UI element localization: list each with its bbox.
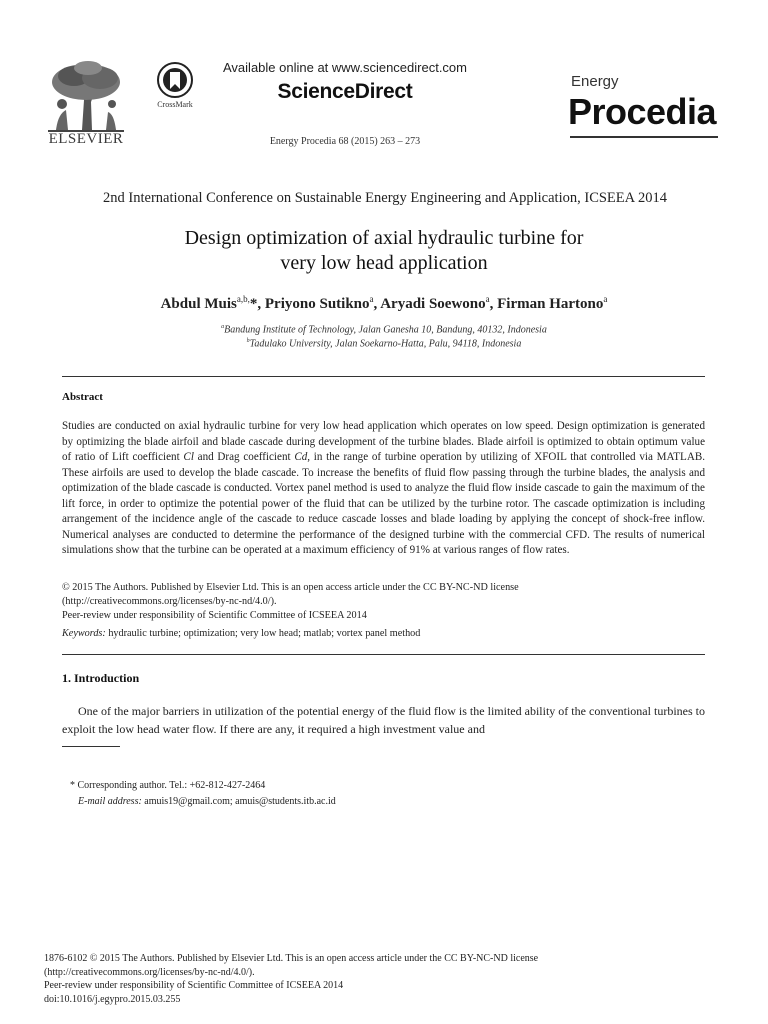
author-name: Firman Hartono <box>497 296 604 312</box>
author-affil-mark: a,b, <box>236 294 250 304</box>
keywords <box>62 628 705 639</box>
section-divider <box>62 376 705 377</box>
journal-name-line2: Procedia <box>568 91 717 132</box>
introduction-paragraph: One of the major barriers in utilization of the potential energy of the fluid flow is the limited ability of the conventional turbines to exploit the low head water flow. If there are any, it required a high investment value and <box>62 704 705 736</box>
crossmark-icon[interactable] <box>157 62 193 98</box>
abstract-heading: Abstract <box>62 391 103 403</box>
conference-name: 2nd International Conference on Sustainable Energy Engineering and Application, ICSEEA 2014 <box>103 190 667 206</box>
issn-license-block <box>44 952 704 1006</box>
author-corresponding-mark: * <box>249 296 258 312</box>
elsevier-tree-logo <box>44 60 128 132</box>
paper-title-line2: very low head application <box>280 252 488 274</box>
journal-underline <box>570 136 718 138</box>
license-link[interactable]: (http://creativecommons.org/licenses/by-nc-nd/4.0/). <box>44 966 255 978</box>
email-addresses[interactable]: amuis19@gmail.com; amuis@students.itb.ac.id <box>141 796 336 807</box>
section-heading-introduction: 1. Introduction <box>62 671 140 685</box>
peer-review-note: Peer-review under responsibility of Scientific Committee of ICSEEA 2014 <box>44 980 344 991</box>
sciencedirect-logo: ScienceDirect <box>277 80 413 103</box>
author-list: Abdul Muis$^{a,b,}$*, Priyono Sutikno$^a$, Aryadi Soewono$^a$, Firman Hartono$^a$ <box>160 294 608 312</box>
author-name: Abdul Muis <box>160 296 237 312</box>
author-name: Priyono Sutikno <box>264 296 370 312</box>
paper-title <box>80 226 688 276</box>
section-divider <box>62 654 705 655</box>
corresponding-author-note: * Corresponding author. Tel.: +62-812-427-2464 <box>70 780 266 791</box>
journal-name-line1: Energy <box>571 73 619 90</box>
author-name: Aryadi Soewono <box>380 296 486 312</box>
keywords-list: hydraulic turbine; optimization; very low head; matlab; vortex panel method <box>105 628 421 639</box>
abstract-text: Studies are conducted on axial hydraulic turbine for very low head application which operates on low speed. Design optimization is generated by optimizing the blade airfoil and blade cascade during development of the turbine blades. Blade airfoil is optimized to obtain optimum value of ratio of Lift coefficient Cl and Drag coefficient Cd, in the range of turbine operation by utilizing of XFOIL that controlled via MATLAB. These airfoils are used to develop the blade cascade. To increase the benefits of fluid flow passing through the turbine blades, the analysis and optimization of the blade cascade is conducted. Vortex panel method is used to analyze the fluid flow inside cascade to gain the maximum of the lift force, in order to optimize the potential power of the fluid that can be utilized by the turbine rotor. The cascade optimization is including arrangement of the incidence angle of the cascade to reduce cascade losses and blade loading by applying the concept of shock-free inflow. Numerical analyses are conducted to determine the performance of the designed turbine with the commercial CFD. The results of numerical simulations show that the turbine can be operated at a maximum efficiency of 91% at various ranges of flow rates. <box>62 420 706 556</box>
paper-title-line1: Design optimization of axial hydraulic turbine for <box>184 227 584 249</box>
keywords-label: Keywords: <box>62 628 106 639</box>
journal-citation: Energy Procedia 68 (2015) 263 – 273 <box>269 136 421 147</box>
available-online-text: Available online at www.sciencedirect.com <box>223 60 467 75</box>
copyright-line: © 2015 The Authors. Published by Elsevier Ltd. This is an open access article under the CC BY-NC-ND license <box>62 582 519 593</box>
author-affil-mark: a <box>603 294 608 304</box>
elsevier-wordmark: ELSEVIER <box>48 131 124 147</box>
license-link[interactable]: (http://creativecommons.org/licenses/by-nc-nd/4.0/). <box>62 596 277 607</box>
author-affil-mark: a <box>369 294 374 304</box>
affiliation: $^b$Tadulako University, Jalan Soekarno-Hatta, Palu, 94118, Indonesia <box>246 338 522 350</box>
author-affil-mark: a <box>485 294 490 304</box>
email-label: E-mail address: <box>78 796 142 807</box>
affiliation: $^a$Bandung Institute of Technology, Jalan Ganesha 10, Bandung, 40132, Indonesia <box>221 324 547 336</box>
issn-copyright: 1876-6102 © 2015 The Authors. Published by Elsevier Ltd. This is an open access article under the CC BY-NC-ND license <box>44 953 539 964</box>
doi[interactable]: doi:10.1016/j.egypro.2015.03.255 <box>44 993 181 1005</box>
email-footnote <box>78 796 336 807</box>
crossmark-label: CrossMark <box>157 100 193 109</box>
peer-review-note: Peer-review under responsibility of Scientific Committee of ICSEEA 2014 <box>62 610 367 621</box>
footnote-divider <box>62 746 120 747</box>
